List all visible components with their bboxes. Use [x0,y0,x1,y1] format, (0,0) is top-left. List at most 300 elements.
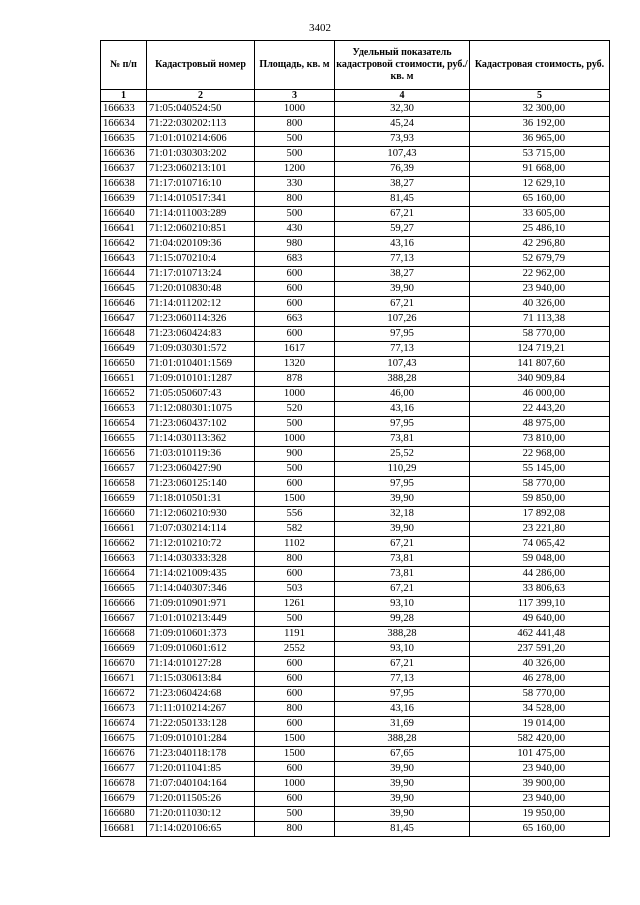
table-row [101,732,610,747]
cadastral-number-cell: 71:23:060424:68 [147,687,255,702]
table-row [101,477,610,492]
table-row [101,762,610,777]
cadastral-number-cell: 71:20:011030:12 [147,807,255,822]
area-cell: 1200 [255,162,335,177]
row-number-cell: 166651 [101,372,147,387]
cadastral-number-cell: 71:23:060437:102 [147,417,255,432]
area-cell: 1261 [255,597,335,612]
row-number-cell: 166660 [101,507,147,522]
cadastral-value-cell: 46 278,00 [470,672,610,687]
area-cell: 1000 [255,777,335,792]
area-cell: 980 [255,237,335,252]
specific-value-cell: 97,95 [335,417,470,432]
cadastral-value-cell: 48 975,00 [470,417,610,432]
column-number: 3 [255,90,335,102]
cadastral-number-cell: 71:20:011041:85 [147,762,255,777]
specific-value-cell: 25,52 [335,447,470,462]
cadastral-value-cell: 46 000,00 [470,387,610,402]
table-row [101,792,610,807]
cadastral-value-cell: 39 900,00 [470,777,610,792]
row-number-cell: 166640 [101,207,147,222]
table-row [101,822,610,837]
header-specific-value: Удельный показатель кадастровой стоимости, руб./кв. м [335,41,470,90]
area-cell: 600 [255,672,335,687]
table-row [101,642,610,657]
row-number-cell: 166664 [101,567,147,582]
row-number-cell: 166653 [101,402,147,417]
row-number-cell: 166650 [101,357,147,372]
row-number-cell: 166676 [101,747,147,762]
cadastral-value-cell: 58 770,00 [470,477,610,492]
cadastral-value-cell: 33 806,63 [470,582,610,597]
cadastral-number-cell: 71:23:040118:178 [147,747,255,762]
cadastral-value-cell: 33 605,00 [470,207,610,222]
table-row [101,702,610,717]
table-row [101,717,610,732]
cadastral-value-cell: 22 962,00 [470,267,610,282]
cadastral-number-cell: 71:14:030113:362 [147,432,255,447]
cadastral-number-cell: 71:05:050607:43 [147,387,255,402]
cadastral-number-cell: 71:09:030301:572 [147,342,255,357]
cadastral-value-cell: 22 443,20 [470,402,610,417]
area-cell: 600 [255,297,335,312]
row-number-cell: 166638 [101,177,147,192]
table-body [101,102,610,837]
table-header-row [101,41,610,90]
cadastral-value-cell: 65 160,00 [470,192,610,207]
row-number-cell: 166667 [101,612,147,627]
specific-value-cell: 31,69 [335,717,470,732]
table-row [101,267,610,282]
cadastral-value-cell: 40 326,00 [470,657,610,672]
specific-value-cell: 39,90 [335,807,470,822]
row-number-cell: 166636 [101,147,147,162]
table-row [101,747,610,762]
cadastral-value-cell: 59 048,00 [470,552,610,567]
specific-value-cell: 45,24 [335,117,470,132]
area-cell: 600 [255,717,335,732]
cadastral-value-cell: 73 810,00 [470,432,610,447]
table-row [101,612,610,627]
specific-value-cell: 67,65 [335,747,470,762]
table-row [101,567,610,582]
table-row [101,357,610,372]
specific-value-cell: 38,27 [335,177,470,192]
area-cell: 878 [255,372,335,387]
row-number-cell: 166654 [101,417,147,432]
specific-value-cell: 77,13 [335,252,470,267]
cadastral-number-cell: 71:03:010119:36 [147,447,255,462]
column-number: 4 [335,90,470,102]
row-number-cell: 166681 [101,822,147,837]
column-number: 5 [470,90,610,102]
area-cell: 503 [255,582,335,597]
header-row-number: № п/п [101,41,147,90]
area-cell: 800 [255,117,335,132]
area-cell: 1320 [255,357,335,372]
cadastral-number-cell: 71:20:010830:48 [147,282,255,297]
area-cell: 800 [255,552,335,567]
area-cell: 500 [255,807,335,822]
specific-value-cell: 99,28 [335,612,470,627]
column-number: 2 [147,90,255,102]
cadastral-value-cell: 23 221,80 [470,522,610,537]
cadastral-number-cell: 71:04:020109:36 [147,237,255,252]
table-row [101,252,610,267]
cadastral-number-cell: 71:20:011505:26 [147,792,255,807]
cadastral-number-cell: 71:23:060213:101 [147,162,255,177]
cadastral-number-cell: 71:01:010401:1569 [147,357,255,372]
table-row [101,807,610,822]
cadastral-value-cell: 53 715,00 [470,147,610,162]
table-row [101,147,610,162]
cadastral-value-cell: 19 014,00 [470,717,610,732]
cadastral-value-cell: 237 591,20 [470,642,610,657]
area-cell: 900 [255,447,335,462]
area-cell: 1000 [255,102,335,117]
cadastral-value-cell: 25 486,10 [470,222,610,237]
cadastral-value-cell: 36 965,00 [470,132,610,147]
cadastral-number-cell: 71:14:011003:289 [147,207,255,222]
cadastral-number-cell: 71:15:070210:4 [147,252,255,267]
cadastral-value-cell: 58 770,00 [470,687,610,702]
specific-value-cell: 39,90 [335,492,470,507]
specific-value-cell: 93,10 [335,597,470,612]
specific-value-cell: 388,28 [335,732,470,747]
cadastral-value-cell: 23 940,00 [470,762,610,777]
cadastral-value-cell: 91 668,00 [470,162,610,177]
row-number-cell: 166675 [101,732,147,747]
cadastral-number-cell: 71:23:060125:140 [147,477,255,492]
cadastral-value-cell: 65 160,00 [470,822,610,837]
specific-value-cell: 107,43 [335,147,470,162]
table-row [101,627,610,642]
specific-value-cell: 39,90 [335,792,470,807]
cadastral-number-cell: 71:01:010214:606 [147,132,255,147]
row-number-cell: 166656 [101,447,147,462]
row-number-cell: 166646 [101,297,147,312]
area-cell: 1500 [255,492,335,507]
cadastral-number-cell: 71:18:010501:31 [147,492,255,507]
table-row [101,537,610,552]
table-row [101,582,610,597]
table-row [101,657,610,672]
area-cell: 683 [255,252,335,267]
specific-value-cell: 73,81 [335,432,470,447]
specific-value-cell: 38,27 [335,267,470,282]
row-number-cell: 166648 [101,327,147,342]
specific-value-cell: 67,21 [335,657,470,672]
row-number-cell: 166672 [101,687,147,702]
cadastral-value-cell: 34 528,00 [470,702,610,717]
specific-value-cell: 81,45 [335,192,470,207]
cadastral-value-cell: 23 940,00 [470,792,610,807]
header-cadastral-value: Кадастровая стоимость, руб. [470,41,610,90]
cadastral-value-cell: 42 296,80 [470,237,610,252]
specific-value-cell: 43,16 [335,237,470,252]
table-row [101,282,610,297]
cadastral-value-cell: 340 909,84 [470,372,610,387]
cadastral-number-cell: 71:12:010210:72 [147,537,255,552]
area-cell: 1500 [255,732,335,747]
cadastral-value-cell: 22 968,00 [470,447,610,462]
cadastral-number-cell: 71:14:040307:346 [147,582,255,597]
cadastral-number-cell: 71:07:040104:164 [147,777,255,792]
specific-value-cell: 77,13 [335,342,470,357]
area-cell: 430 [255,222,335,237]
row-number-cell: 166665 [101,582,147,597]
row-number-cell: 166658 [101,477,147,492]
cadastral-number-cell: 71:15:030613:84 [147,672,255,687]
table-row [101,522,610,537]
cadastral-number-cell: 71:09:010601:612 [147,642,255,657]
area-cell: 1500 [255,747,335,762]
cadastral-value-cell: 36 192,00 [470,117,610,132]
table-row [101,507,610,522]
specific-value-cell: 39,90 [335,282,470,297]
table-row [101,687,610,702]
cadastral-number-cell: 71:14:011202:12 [147,297,255,312]
row-number-cell: 166662 [101,537,147,552]
cadastral-number-cell: 71:17:010716:10 [147,177,255,192]
cadastral-number-cell: 71:11:010214:267 [147,702,255,717]
specific-value-cell: 76,39 [335,162,470,177]
area-cell: 520 [255,402,335,417]
row-number-cell: 166652 [101,387,147,402]
area-cell: 600 [255,282,335,297]
area-cell: 1102 [255,537,335,552]
cadastral-number-cell: 71:09:010901:971 [147,597,255,612]
cadastral-number-cell: 71:09:010101:1287 [147,372,255,387]
area-cell: 500 [255,147,335,162]
area-cell: 1000 [255,432,335,447]
table-row [101,117,610,132]
cadastral-number-cell: 71:22:050133:128 [147,717,255,732]
cadastral-number-cell: 71:23:060424:83 [147,327,255,342]
row-number-cell: 166642 [101,237,147,252]
row-number-cell: 166635 [101,132,147,147]
table-row [101,162,610,177]
row-number-cell: 166671 [101,672,147,687]
row-number-cell: 166643 [101,252,147,267]
specific-value-cell: 110,29 [335,462,470,477]
column-numbers-row [101,90,610,102]
area-cell: 600 [255,657,335,672]
area-cell: 500 [255,132,335,147]
cadastral-number-cell: 71:14:020106:65 [147,822,255,837]
cadastral-number-cell: 71:09:010101:284 [147,732,255,747]
table-row [101,132,610,147]
row-number-cell: 166649 [101,342,147,357]
area-cell: 600 [255,792,335,807]
row-number-cell: 166680 [101,807,147,822]
cadastral-number-cell: 71:14:021009:435 [147,567,255,582]
area-cell: 1000 [255,387,335,402]
table-row [101,237,610,252]
area-cell: 800 [255,702,335,717]
specific-value-cell: 107,43 [335,357,470,372]
cadastral-value-cell: 19 950,00 [470,807,610,822]
area-cell: 500 [255,417,335,432]
area-cell: 500 [255,612,335,627]
specific-value-cell: 107,26 [335,312,470,327]
table-row [101,552,610,567]
specific-value-cell: 43,16 [335,702,470,717]
area-cell: 800 [255,192,335,207]
area-cell: 600 [255,267,335,282]
cadastral-value-cell: 52 679,79 [470,252,610,267]
specific-value-cell: 81,45 [335,822,470,837]
cadastral-number-cell: 71:14:010517:341 [147,192,255,207]
specific-value-cell: 39,90 [335,522,470,537]
specific-value-cell: 59,27 [335,222,470,237]
row-number-cell: 166677 [101,762,147,777]
table-row [101,492,610,507]
area-cell: 500 [255,207,335,222]
specific-value-cell: 39,90 [335,777,470,792]
table-row [101,597,610,612]
row-number-cell: 166679 [101,792,147,807]
cadastral-value-cell: 40 326,00 [470,297,610,312]
cadastral-value-cell: 32 300,00 [470,102,610,117]
area-cell: 663 [255,312,335,327]
row-number-cell: 166655 [101,432,147,447]
cadastral-number-cell: 71:23:060114:326 [147,312,255,327]
area-cell: 1191 [255,627,335,642]
table-row [101,462,610,477]
cadastral-number-cell: 71:01:030303:202 [147,147,255,162]
specific-value-cell: 93,10 [335,642,470,657]
row-number-cell: 166673 [101,702,147,717]
specific-value-cell: 97,95 [335,687,470,702]
row-number-cell: 166645 [101,282,147,297]
row-number-cell: 166666 [101,597,147,612]
cadastral-number-cell: 71:01:010213:449 [147,612,255,627]
row-number-cell: 166641 [101,222,147,237]
cadastral-number-cell: 71:14:010127:28 [147,657,255,672]
cadastral-value-cell: 49 640,00 [470,612,610,627]
row-number-cell: 166668 [101,627,147,642]
cadastral-number-cell: 71:12:060210:851 [147,222,255,237]
cadastral-value-cell: 55 145,00 [470,462,610,477]
table-row [101,402,610,417]
cadastral-number-cell: 71:07:030214:114 [147,522,255,537]
header-area: Площадь, кв. м [255,41,335,90]
specific-value-cell: 32,18 [335,507,470,522]
area-cell: 556 [255,507,335,522]
page-number: 3402 [309,22,331,34]
area-cell: 2552 [255,642,335,657]
row-number-cell: 166670 [101,657,147,672]
table-row [101,192,610,207]
header-cadastral-number: Кадастровый номер [147,41,255,90]
specific-value-cell: 43,16 [335,402,470,417]
cadastral-value-cell: 44 286,00 [470,567,610,582]
row-number-cell: 166637 [101,162,147,177]
cadastral-value-cell: 101 475,00 [470,747,610,762]
area-cell: 600 [255,762,335,777]
area-cell: 600 [255,477,335,492]
cadastral-number-cell: 71:14:030333:328 [147,552,255,567]
table-row [101,312,610,327]
specific-value-cell: 39,90 [335,762,470,777]
row-number-cell: 166663 [101,552,147,567]
cadastral-value-cell: 58 770,00 [470,327,610,342]
row-number-cell: 166661 [101,522,147,537]
area-cell: 600 [255,327,335,342]
table-row [101,297,610,312]
table-row [101,177,610,192]
table-row [101,672,610,687]
row-number-cell: 166659 [101,492,147,507]
specific-value-cell: 97,95 [335,477,470,492]
row-number-cell: 166674 [101,717,147,732]
specific-value-cell: 97,95 [335,327,470,342]
row-number-cell: 166647 [101,312,147,327]
table-row [101,327,610,342]
table-row [101,342,610,357]
table-row [101,417,610,432]
table-row [101,207,610,222]
cadastral-number-cell: 71:22:030202:113 [147,117,255,132]
specific-value-cell: 77,13 [335,672,470,687]
cadastral-value-cell: 117 399,10 [470,597,610,612]
row-number-cell: 166678 [101,777,147,792]
area-cell: 500 [255,462,335,477]
cadastral-value-cell: 59 850,00 [470,492,610,507]
area-cell: 800 [255,822,335,837]
specific-value-cell: 46,00 [335,387,470,402]
cadastral-value-cell: 582 420,00 [470,732,610,747]
table-row [101,102,610,117]
cadastral-number-cell: 71:05:040524:50 [147,102,255,117]
table-row [101,372,610,387]
area-cell: 600 [255,687,335,702]
area-cell: 600 [255,567,335,582]
specific-value-cell: 67,21 [335,297,470,312]
specific-value-cell: 67,21 [335,582,470,597]
row-number-cell: 166633 [101,102,147,117]
specific-value-cell: 73,81 [335,552,470,567]
table-row [101,432,610,447]
cadastral-number-cell: 71:23:060427:90 [147,462,255,477]
cadastral-value-cell: 141 807,60 [470,357,610,372]
table-row [101,777,610,792]
row-number-cell: 166657 [101,462,147,477]
row-number-cell: 166644 [101,267,147,282]
cadastral-value-cell: 12 629,10 [470,177,610,192]
cadastral-number-cell: 71:09:010601:373 [147,627,255,642]
row-number-cell: 166669 [101,642,147,657]
specific-value-cell: 67,21 [335,207,470,222]
cadastral-value-cell: 462 441,48 [470,627,610,642]
specific-value-cell: 32,30 [335,102,470,117]
column-number: 1 [101,90,147,102]
cadastral-value-cell: 71 113,38 [470,312,610,327]
table-row [101,387,610,402]
cadastral-value-cell: 74 065,42 [470,537,610,552]
specific-value-cell: 73,81 [335,567,470,582]
cadastral-value-table [100,40,610,837]
area-cell: 582 [255,522,335,537]
specific-value-cell: 388,28 [335,627,470,642]
cadastral-number-cell: 71:12:060210:930 [147,507,255,522]
table-row [101,222,610,237]
cadastral-number-cell: 71:12:080301:1075 [147,402,255,417]
cadastral-number-cell: 71:17:010713:24 [147,267,255,282]
table-row [101,447,610,462]
specific-value-cell: 67,21 [335,537,470,552]
